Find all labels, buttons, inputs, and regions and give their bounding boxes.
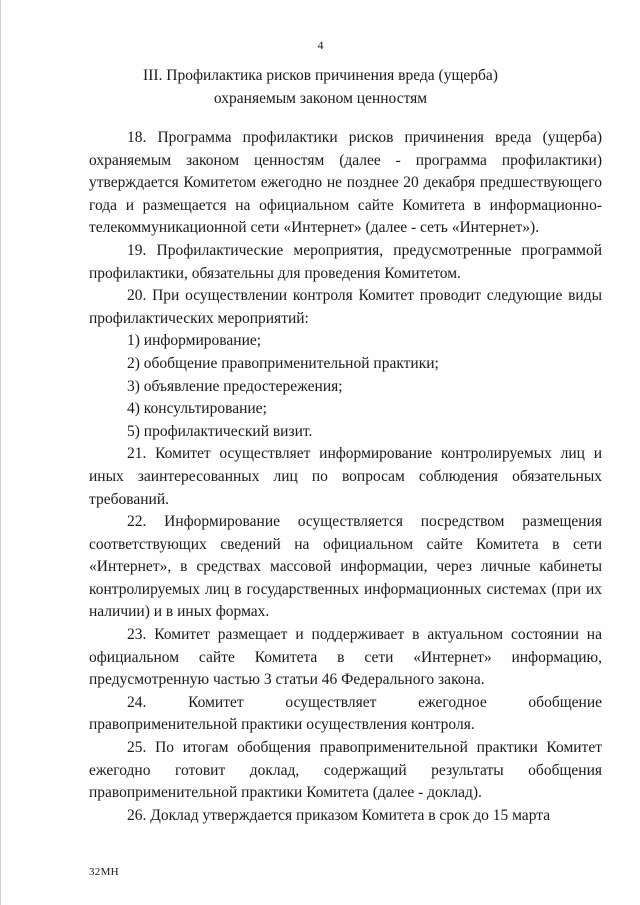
- paragraph-26: 26. Доклад утверждается приказом Комитета в срок до 15 марта: [127, 806, 551, 824]
- paragraph-19: 19. Профилактические мероприятия, предусмотренные программой профилактики, обязательны для проведения Комитетом.: [89, 241, 602, 282]
- paragraph-18: 18. Программа профилактики рисков причинения вреда (ущерба) охраняемым законом ценностям (далее - программа профилактики) утверждается Комитетом ежегодно не позднее 20 декабря предшествующего года и размещается на официальном сайте Комитета в информационно-телекоммуникационной сети «Интернет» (далее - сеть «Интернет»).: [89, 129, 602, 237]
- list-item-1: 1) информирование;: [127, 332, 262, 350]
- paragraph-21: 21. Комитет осуществляет информирование контролируемых лиц и иных заинтересованных лиц по вопросам соблюдения обязательных требований.: [89, 445, 602, 508]
- page-number: 4: [317, 38, 324, 52]
- list-item-4: 4) консультирование;: [127, 400, 267, 418]
- section-title: [1, 64, 640, 110]
- paragraph-23: 23. Комитет размещает и поддерживает в актуальном состоянии на официальном сайте Комитета в сети «Интернет» информацию, предусмотренную частью 3 статьи 46 Федерального закона.: [89, 626, 602, 689]
- list-item-3: 3) объявление предостережения;: [127, 377, 343, 395]
- section-title-line-2: охраняемым законом ценностям: [213, 90, 428, 107]
- document-body: [89, 127, 602, 827]
- paragraph-22: 22. Информирование осуществляется посредством размещения соответствующих сведений на официальном сайте Комитета в сети «Интернет», в средствах массовой информации, через личные кабинеты контролируемых лиц в государственных информационных системах (при их наличии) и в иных формах.: [89, 513, 602, 621]
- footer-document-code: 32МН: [89, 866, 119, 878]
- paragraph-25: 25. По итогам обобщения правоприменительной практики Комитет ежегодно готовит доклад, содержащий результаты обобщения правоприменительной практики Комитета (далее - доклад).: [89, 739, 602, 802]
- paragraph-20: 20. При осуществлении контроля Комитет проводит следующие виды профилактических мероприятий:: [89, 287, 602, 327]
- list-item-5: 5) профилактический визит.: [127, 422, 313, 440]
- paragraph-24: 24. Комитет осуществляет ежегодное обобщение правоприменительной практики осуществления контроля.: [89, 693, 602, 734]
- section-title-line-1: III. Профилактика рисков причинения вреда (ущерба): [143, 67, 498, 84]
- list-item-2: 2) обобщение правоприменительной практики;: [127, 354, 439, 372]
